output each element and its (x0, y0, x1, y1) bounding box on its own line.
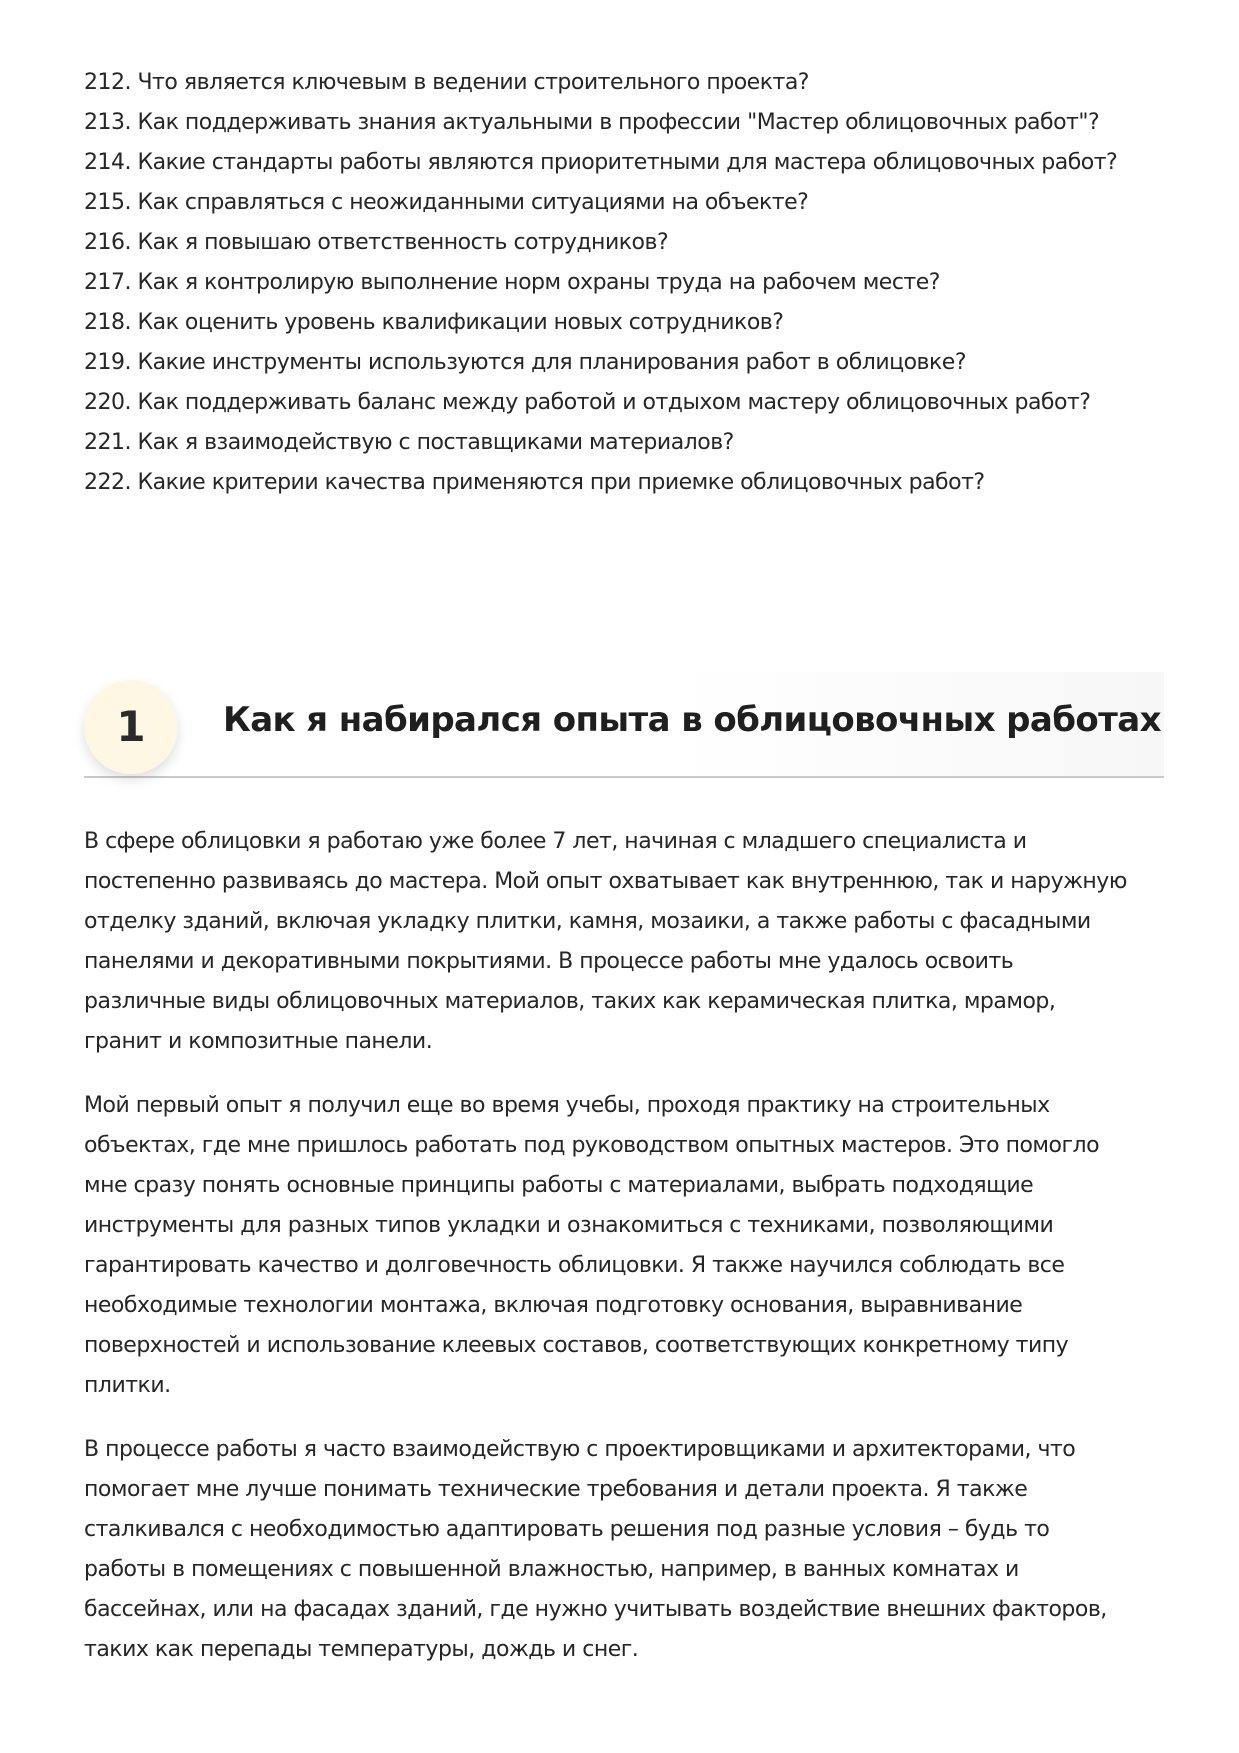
section-number-badge: 1 (84, 680, 178, 774)
question-list (84, 63, 1164, 503)
section-body (84, 822, 1174, 1694)
paragraph-line: объектах, где мне пришлось работать под руководством опытных мастеров. Это помогло (84, 1133, 1100, 1158)
section-divider (84, 776, 1164, 778)
section-title: Как я набирался опыта в облицовочных работах (223, 700, 1161, 740)
paragraph-line: панелями и декоративными покрытиями. В процессе работы мне удалось освоить (84, 949, 1014, 974)
paragraph-line: плитки. (84, 1373, 171, 1398)
paragraph-line: Мой первый опыт я получил еще во время учебы, проходя практику на строительных (84, 1093, 1050, 1118)
paragraph-line: мне сразу понять основные принципы работы с материалами, выбрать подходящие (84, 1173, 1034, 1198)
paragraph-line: гранит и композитные панели. (84, 1029, 433, 1054)
paragraph-line: помогает мне лучше понимать технические требования и детали проекта. Я также (84, 1477, 1028, 1502)
paragraph-line: гарантировать качество и долговечность облицовки. Я также научился соблюдать все (84, 1253, 1065, 1278)
paragraph-line: В сфере облицовки я работаю уже более 7 лет, начиная с младшего специалиста и (84, 829, 1027, 854)
question-item: 221. Как я взаимодействую с поставщиками материалов? (84, 430, 734, 455)
paragraph-line: необходимые технологии монтажа, включая подготовку основания, выравнивание (84, 1293, 1023, 1318)
question-item: 213. Как поддерживать знания актуальными в профессии "Мастер облицовочных работ"? (84, 110, 1100, 135)
question-item: 220. Как поддерживать баланс между работой и отдыхом мастеру облицовочных работ? (84, 390, 1091, 415)
paragraph-line: постепенно развиваясь до мастера. Мой опыт охватывает как внутреннюю, так и наружную (84, 869, 1127, 894)
paragraph-line: поверхностей и использование клеевых составов, соответствующих конкретному типу (84, 1333, 1069, 1358)
paragraph-line: сталкивался с необходимостью адаптировать решения под разные условия – будь то (84, 1517, 1050, 1542)
paragraph-line: отделку зданий, включая укладку плитки, камня, мозаики, а также работы с фасадными (84, 909, 1091, 934)
paragraph-line: В процессе работы я часто взаимодействую с проектировщиками и архитекторами, что (84, 1437, 1076, 1462)
paragraph (84, 822, 1174, 1062)
paragraph-line: различные виды облицовочных материалов, таких как керамическая плитка, мрамор, (84, 989, 1056, 1014)
question-item: 219. Какие инструменты используются для планирования работ в облицовке? (84, 350, 967, 375)
question-item: 215. Как справляться с неожиданными ситуациями на объекте? (84, 190, 809, 215)
paragraph-line: инструменты для разных типов укладки и ознакомиться с техниками, позволяющими (84, 1213, 1054, 1238)
question-item: 222. Какие критерии качества применяются при приемке облицовочных работ? (84, 470, 985, 495)
paragraph-line: работы в помещениях с повышенной влажностью, например, в ванных комнатах и (84, 1557, 1019, 1582)
question-item: 217. Как я контролирую выполнение норм охраны труда на рабочем месте? (84, 270, 940, 295)
paragraph (84, 1430, 1174, 1670)
question-item: 216. Как я повышаю ответственность сотрудников? (84, 230, 669, 255)
question-item: 212. Что является ключевым в ведении строительного проекта? (84, 70, 809, 95)
section-header (84, 672, 1164, 782)
paragraph (84, 1086, 1174, 1406)
paragraph-line: бассейнах, или на фасадах зданий, где нужно учитывать воздействие внешних факторов, (84, 1597, 1107, 1622)
question-item: 218. Как оценить уровень квалификации новых сотрудников? (84, 310, 784, 335)
paragraph-line: таких как перепады температуры, дождь и снег. (84, 1637, 639, 1662)
question-item: 214. Какие стандарты работы являются приоритетными для мастера облицовочных работ? (84, 150, 1118, 175)
